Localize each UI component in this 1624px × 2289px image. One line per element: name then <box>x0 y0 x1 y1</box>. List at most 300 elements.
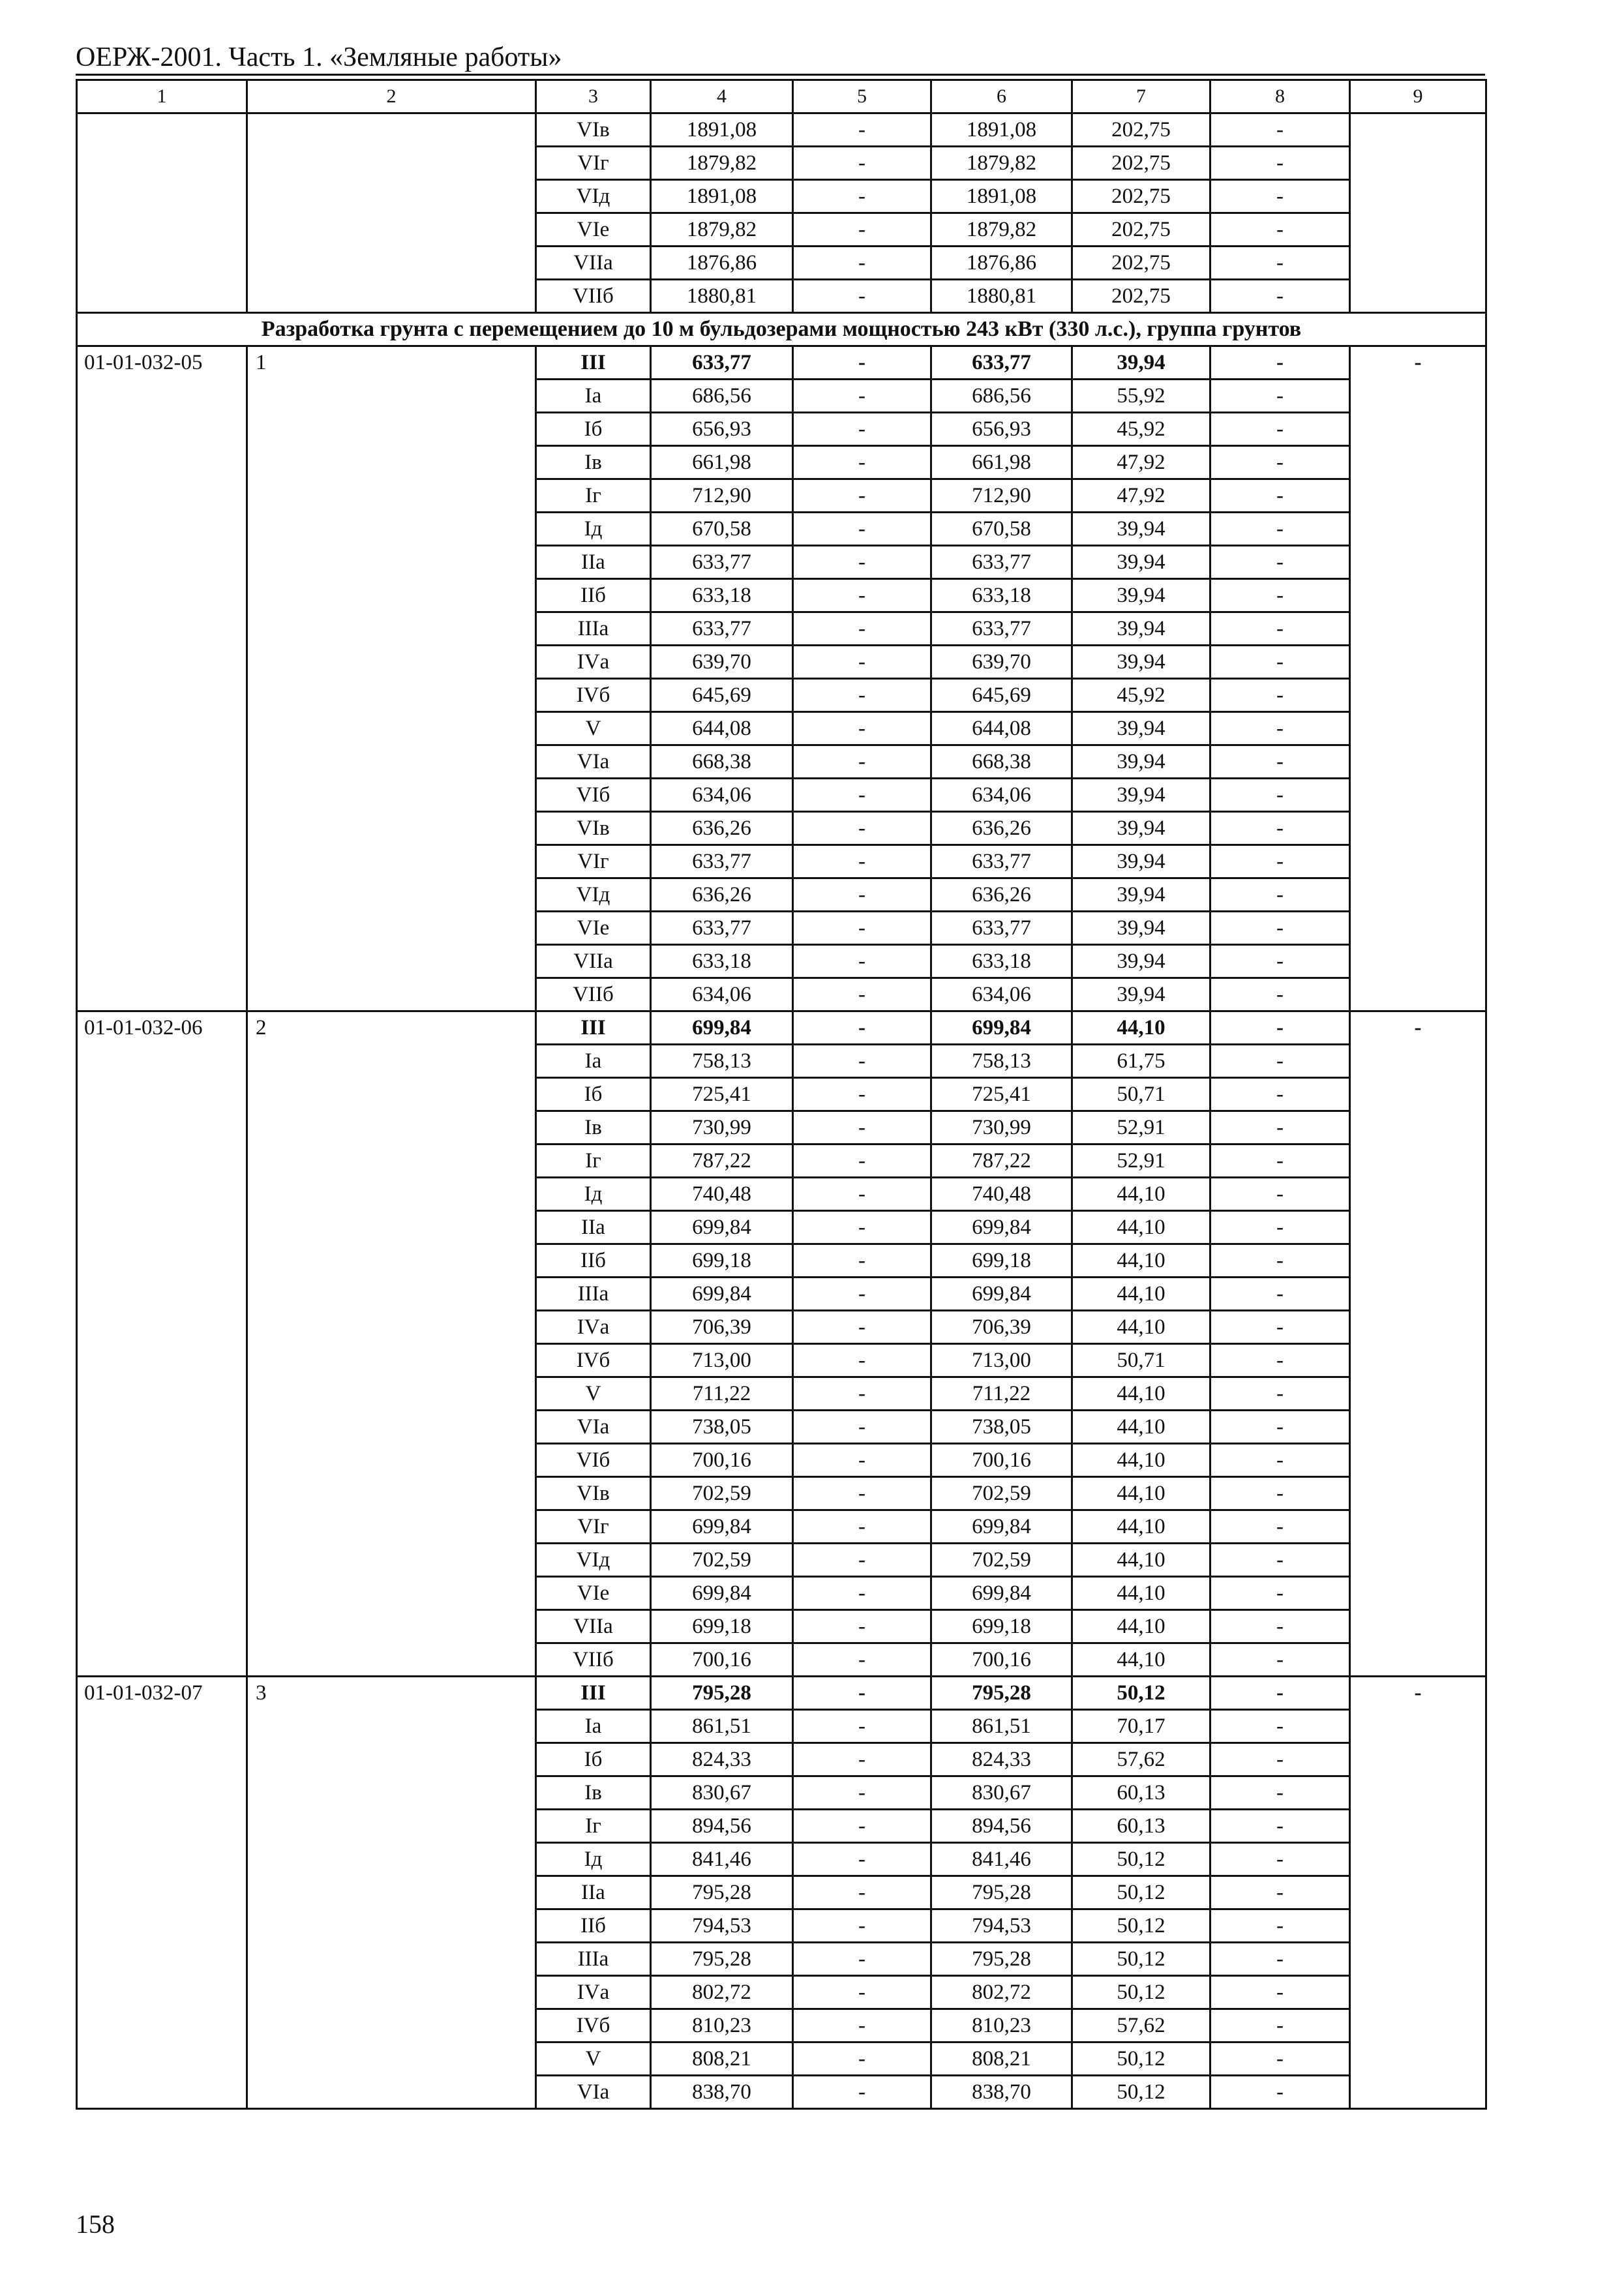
data-cell: VIе <box>536 912 651 945</box>
section-title: Разработка грунта с перемещением до 10 м бульдозерами мощностью 243 кВт (330 л.с.), группа грунтов <box>77 313 1486 346</box>
data-cell: - <box>1210 1976 1350 2009</box>
data-cell: 706,39 <box>651 1311 793 1344</box>
data-cell: - <box>1210 1377 1350 1411</box>
data-cell: 44,10 <box>1072 1011 1210 1045</box>
description-cell: 2 <box>247 1011 536 1677</box>
data-cell: Iг <box>536 1810 651 1843</box>
data-cell: - <box>793 878 931 912</box>
data-cell: 644,08 <box>651 712 793 745</box>
data-cell: Iб <box>536 413 651 446</box>
data-cell: 633,77 <box>651 612 793 646</box>
data-cell: 824,33 <box>651 1743 793 1776</box>
data-cell: 44,10 <box>1072 1211 1210 1244</box>
data-cell: - <box>793 513 931 546</box>
data-cell: - <box>1210 1677 1350 1710</box>
data-cell: - <box>1210 712 1350 745</box>
data-cell: - <box>1210 579 1350 612</box>
data-cell: 841,46 <box>651 1843 793 1876</box>
data-cell: 699,18 <box>931 1244 1072 1278</box>
data-cell: 656,93 <box>931 413 1072 446</box>
data-cell: VIг <box>536 1510 651 1544</box>
data-cell: 699,84 <box>931 1577 1072 1610</box>
data-cell: - <box>1210 2009 1350 2042</box>
data-cell: - <box>1210 1643 1350 1677</box>
data-cell: 50,12 <box>1072 2076 1210 2109</box>
data-cell: 44,10 <box>1072 1643 1210 1677</box>
data-cell: - <box>793 1776 931 1810</box>
data-cell: 39,94 <box>1072 346 1210 380</box>
data-cell: - <box>793 2009 931 2042</box>
data-cell: 50,12 <box>1072 2042 1210 2076</box>
data-cell: III <box>536 1011 651 1045</box>
data-cell: 70,17 <box>1072 1710 1210 1743</box>
data-cell: 645,69 <box>651 679 793 712</box>
column-9-cell <box>1350 113 1486 313</box>
data-cell: - <box>1210 1344 1350 1377</box>
column-number-cell: 6 <box>931 80 1072 113</box>
data-cell: IVа <box>536 1976 651 2009</box>
data-cell: - <box>1210 1011 1350 1045</box>
data-cell: VIб <box>536 779 651 812</box>
data-cell: 706,39 <box>931 1311 1072 1344</box>
data-cell: 633,18 <box>651 579 793 612</box>
data-cell: 699,18 <box>931 1610 1072 1643</box>
data-cell: - <box>1210 1909 1350 1943</box>
data-cell: - <box>1210 213 1350 247</box>
data-cell: 39,94 <box>1072 579 1210 612</box>
data-cell: 795,28 <box>931 1677 1072 1710</box>
data-cell: - <box>793 213 931 247</box>
data-cell: IVб <box>536 2009 651 2042</box>
page-number: 158 <box>76 2209 115 2239</box>
data-cell: 699,84 <box>651 1211 793 1244</box>
data-cell: - <box>793 180 931 213</box>
data-cell: - <box>1210 1510 1350 1544</box>
data-cell: - <box>1210 1111 1350 1144</box>
data-cell: 634,06 <box>931 779 1072 812</box>
data-cell: 633,77 <box>651 546 793 579</box>
data-cell: - <box>1210 380 1350 413</box>
data-cell: 1876,86 <box>651 247 793 280</box>
data-cell: - <box>793 113 931 147</box>
data-cell: - <box>1210 1078 1350 1111</box>
data-cell: 795,28 <box>651 1943 793 1976</box>
data-cell: 795,28 <box>651 1677 793 1710</box>
data-cell: - <box>1210 1876 1350 1909</box>
data-cell: 668,38 <box>651 745 793 779</box>
data-cell: - <box>1210 1544 1350 1577</box>
data-cell: 795,28 <box>651 1876 793 1909</box>
data-cell: - <box>793 912 931 945</box>
data-cell: 699,84 <box>651 1510 793 1544</box>
data-cell: 639,70 <box>651 646 793 679</box>
data-cell: 699,84 <box>651 1011 793 1045</box>
data-cell: - <box>793 1943 931 1976</box>
data-cell: 47,92 <box>1072 479 1210 513</box>
data-cell: 52,91 <box>1072 1144 1210 1178</box>
data-cell: - <box>1210 812 1350 845</box>
data-cell: - <box>793 1610 931 1643</box>
data-cell: 39,94 <box>1072 845 1210 878</box>
data-cell: VIIа <box>536 1610 651 1643</box>
data-cell: 824,33 <box>931 1743 1072 1776</box>
data-cell: - <box>793 1743 931 1776</box>
data-cell: - <box>793 1976 931 2009</box>
data-cell: 636,26 <box>651 878 793 912</box>
data-cell: 758,13 <box>651 1045 793 1078</box>
data-cell: 50,71 <box>1072 1344 1210 1377</box>
data-cell: - <box>1210 745 1350 779</box>
table-row-total <box>77 1011 1486 1045</box>
data-cell: 730,99 <box>651 1111 793 1144</box>
data-cell: VIв <box>536 113 651 147</box>
data-cell: 39,94 <box>1072 945 1210 978</box>
data-cell: 725,41 <box>931 1078 1072 1111</box>
data-cell: - <box>793 147 931 180</box>
column-number-cell: 3 <box>536 80 651 113</box>
data-cell: 61,75 <box>1072 1045 1210 1078</box>
data-cell: 668,38 <box>931 745 1072 779</box>
data-cell: 712,90 <box>931 479 1072 513</box>
data-cell: - <box>793 1710 931 1743</box>
data-cell: 861,51 <box>931 1710 1072 1743</box>
section-title-row <box>77 313 1486 346</box>
data-cell: - <box>793 1211 931 1244</box>
data-cell: 894,56 <box>931 1810 1072 1843</box>
data-cell: - <box>793 1444 931 1477</box>
data-cell: - <box>1210 1045 1350 1078</box>
data-cell: 699,84 <box>651 1577 793 1610</box>
data-cell: - <box>1210 1743 1350 1776</box>
data-cell: 633,77 <box>931 346 1072 380</box>
data-cell: 645,69 <box>931 679 1072 712</box>
data-cell: Iв <box>536 446 651 479</box>
data-cell: - <box>1210 1211 1350 1244</box>
data-cell: IVб <box>536 679 651 712</box>
data-cell: 202,75 <box>1072 280 1210 313</box>
data-cell: 699,84 <box>931 1510 1072 1544</box>
column-number-cell: 8 <box>1210 80 1350 113</box>
data-cell: - <box>1210 2076 1350 2109</box>
data-cell: V <box>536 2042 651 2076</box>
data-cell: IIа <box>536 1876 651 1909</box>
data-cell: - <box>1210 2042 1350 2076</box>
data-cell: - <box>793 1411 931 1444</box>
data-cell: - <box>793 1178 931 1211</box>
data-cell: 60,13 <box>1072 1776 1210 1810</box>
data-cell: 838,70 <box>931 2076 1072 2109</box>
data-cell: 795,28 <box>931 1943 1072 1976</box>
data-cell: VIIб <box>536 280 651 313</box>
data-cell: - <box>1210 247 1350 280</box>
data-cell: VIб <box>536 1444 651 1477</box>
data-cell: 795,28 <box>931 1876 1072 1909</box>
data-cell: 634,06 <box>931 978 1072 1011</box>
table-body <box>77 80 1486 2109</box>
data-cell: VIв <box>536 1477 651 1510</box>
data-cell: 50,12 <box>1072 1843 1210 1876</box>
data-cell: - <box>793 845 931 878</box>
data-cell: 44,10 <box>1072 1510 1210 1544</box>
data-cell: 39,94 <box>1072 812 1210 845</box>
data-cell: - <box>1210 1278 1350 1311</box>
data-cell: Iа <box>536 380 651 413</box>
data-cell: Iб <box>536 1743 651 1776</box>
data-cell: 39,94 <box>1072 779 1210 812</box>
data-cell: 39,94 <box>1072 646 1210 679</box>
data-cell: 802,72 <box>931 1976 1072 2009</box>
data-cell: 1880,81 <box>651 280 793 313</box>
data-cell: - <box>793 446 931 479</box>
data-cell: - <box>1210 280 1350 313</box>
column-number-cell: 1 <box>77 80 247 113</box>
data-cell: - <box>1210 1810 1350 1843</box>
data-cell: 633,18 <box>931 579 1072 612</box>
data-cell: 44,10 <box>1072 1577 1210 1610</box>
data-cell: 57,62 <box>1072 2009 1210 2042</box>
description-cell: 3 <box>247 1677 536 2109</box>
data-cell: 636,26 <box>931 812 1072 845</box>
data-cell: - <box>793 1344 931 1377</box>
data-cell: III <box>536 1677 651 1710</box>
data-cell: - <box>1210 1776 1350 1810</box>
data-cell: 794,53 <box>651 1909 793 1943</box>
data-cell: - <box>793 945 931 978</box>
data-cell: 810,23 <box>931 2009 1072 2042</box>
data-cell: 644,08 <box>931 712 1072 745</box>
data-cell: VIIа <box>536 247 651 280</box>
data-cell: 44,10 <box>1072 1544 1210 1577</box>
data-cell: - <box>1210 878 1350 912</box>
data-cell: - <box>793 1510 931 1544</box>
column-9-cell: - <box>1350 1011 1486 1677</box>
data-cell: - <box>793 2076 931 2109</box>
data-cell: 802,72 <box>651 1976 793 2009</box>
data-cell: 39,94 <box>1072 546 1210 579</box>
data-cell: - <box>1210 1577 1350 1610</box>
data-cell: 633,77 <box>931 845 1072 878</box>
data-cell: 1879,82 <box>651 213 793 247</box>
data-cell: - <box>793 1843 931 1876</box>
data-cell: 44,10 <box>1072 1377 1210 1411</box>
data-cell: 44,10 <box>1072 1477 1210 1510</box>
column-number-cell: 2 <box>247 80 536 113</box>
data-cell: 699,84 <box>651 1278 793 1311</box>
data-cell: - <box>793 1909 931 1943</box>
description-cell <box>247 113 536 313</box>
data-cell: 633,77 <box>931 612 1072 646</box>
data-cell: 702,59 <box>931 1544 1072 1577</box>
data-cell: 1876,86 <box>931 247 1072 280</box>
data-cell: V <box>536 1377 651 1411</box>
column-number-cell: 5 <box>793 80 931 113</box>
column-number-cell: 4 <box>651 80 793 113</box>
data-cell: - <box>1210 1178 1350 1211</box>
column-number-cell: 9 <box>1350 80 1486 113</box>
data-cell: 713,00 <box>651 1344 793 1377</box>
data-cell: - <box>1210 646 1350 679</box>
data-cell: 787,22 <box>651 1144 793 1178</box>
data-cell: Iб <box>536 1078 651 1111</box>
data-cell: 633,77 <box>931 912 1072 945</box>
data-cell: 810,23 <box>651 2009 793 2042</box>
data-cell: - <box>1210 113 1350 147</box>
data-cell: - <box>1210 1411 1350 1444</box>
data-cell: 44,10 <box>1072 1278 1210 1311</box>
data-cell: - <box>1210 1444 1350 1477</box>
data-cell: VIа <box>536 745 651 779</box>
data-cell: Iд <box>536 513 651 546</box>
data-cell: 712,90 <box>651 479 793 513</box>
data-cell: - <box>793 612 931 646</box>
data-cell: 738,05 <box>931 1411 1072 1444</box>
column-9-cell: - <box>1350 1677 1486 2109</box>
data-cell: - <box>1210 1843 1350 1876</box>
data-cell: 44,10 <box>1072 1244 1210 1278</box>
data-cell: VIа <box>536 2076 651 2109</box>
data-cell: - <box>793 579 931 612</box>
data-cell: 39,94 <box>1072 912 1210 945</box>
data-cell: - <box>793 247 931 280</box>
data-cell: 633,77 <box>651 912 793 945</box>
data-cell: VIд <box>536 878 651 912</box>
data-cell: - <box>1210 912 1350 945</box>
data-cell: 639,70 <box>931 646 1072 679</box>
data-cell: - <box>1210 612 1350 646</box>
data-cell: IIб <box>536 579 651 612</box>
data-cell: 1879,82 <box>931 213 1072 247</box>
column-9-cell: - <box>1350 346 1486 1011</box>
data-cell: V <box>536 712 651 745</box>
data-cell: 634,06 <box>651 978 793 1011</box>
data-cell: IIб <box>536 1244 651 1278</box>
data-cell: 808,21 <box>651 2042 793 2076</box>
data-cell: - <box>793 1078 931 1111</box>
data-cell: Iд <box>536 1843 651 1876</box>
data-cell: - <box>793 1111 931 1144</box>
data-cell: - <box>1210 1244 1350 1278</box>
table-row-total <box>77 1677 1486 1710</box>
data-cell: 44,10 <box>1072 1178 1210 1211</box>
data-cell: 699,18 <box>651 1610 793 1643</box>
data-cell: 1891,08 <box>931 113 1072 147</box>
data-cell: 838,70 <box>651 2076 793 2109</box>
data-cell: - <box>1210 413 1350 446</box>
data-cell: VIд <box>536 1544 651 1577</box>
data-cell: 50,12 <box>1072 1976 1210 2009</box>
data-cell: 787,22 <box>931 1144 1072 1178</box>
price-table-container <box>76 79 1487 2110</box>
data-cell: - <box>793 1377 931 1411</box>
data-cell: - <box>1210 978 1350 1011</box>
data-cell: 700,16 <box>931 1444 1072 1477</box>
data-cell: 1891,08 <box>931 180 1072 213</box>
data-cell: 47,92 <box>1072 446 1210 479</box>
data-cell: VIв <box>536 812 651 845</box>
data-cell: - <box>793 978 931 1011</box>
data-cell: Iг <box>536 1144 651 1178</box>
data-cell: 202,75 <box>1072 213 1210 247</box>
data-cell: 1879,82 <box>651 147 793 180</box>
data-cell: 702,59 <box>651 1544 793 1577</box>
data-cell: IVа <box>536 1311 651 1344</box>
data-cell: 55,92 <box>1072 380 1210 413</box>
data-cell: 700,16 <box>931 1643 1072 1677</box>
price-table <box>76 79 1487 2110</box>
data-cell: IVб <box>536 1344 651 1377</box>
data-cell: - <box>793 1011 931 1045</box>
data-cell: - <box>1210 945 1350 978</box>
data-cell: Iа <box>536 1710 651 1743</box>
header-divider <box>76 74 1485 76</box>
table-row-total <box>77 346 1486 380</box>
data-cell: 699,18 <box>651 1244 793 1278</box>
data-cell: - <box>793 712 931 745</box>
data-cell: 699,84 <box>931 1011 1072 1045</box>
data-cell: VIе <box>536 1577 651 1610</box>
data-cell: 39,94 <box>1072 513 1210 546</box>
data-cell: - <box>793 380 931 413</box>
data-cell: 686,56 <box>651 380 793 413</box>
data-cell: - <box>793 1677 931 1710</box>
data-cell: 713,00 <box>931 1344 1072 1377</box>
data-cell: 50,12 <box>1072 1943 1210 1976</box>
data-cell: 633,18 <box>651 945 793 978</box>
description-cell: 1 <box>247 346 536 1011</box>
data-cell: 202,75 <box>1072 147 1210 180</box>
data-cell: 661,98 <box>651 446 793 479</box>
data-cell: 830,67 <box>931 1776 1072 1810</box>
data-cell: Iв <box>536 1776 651 1810</box>
data-cell: 711,22 <box>931 1377 1072 1411</box>
data-cell: 39,94 <box>1072 878 1210 912</box>
data-cell: 661,98 <box>931 446 1072 479</box>
data-cell: - <box>1210 779 1350 812</box>
data-cell: 50,12 <box>1072 1677 1210 1710</box>
data-cell: 1879,82 <box>931 147 1072 180</box>
data-cell: - <box>793 413 931 446</box>
data-cell: 702,59 <box>651 1477 793 1510</box>
data-cell: 202,75 <box>1072 113 1210 147</box>
data-cell: - <box>793 1876 931 1909</box>
data-cell: 636,26 <box>651 812 793 845</box>
data-cell: - <box>1210 679 1350 712</box>
data-cell: - <box>793 1477 931 1510</box>
data-cell: 1880,81 <box>931 280 1072 313</box>
data-cell: 45,92 <box>1072 413 1210 446</box>
data-cell: - <box>1210 180 1350 213</box>
data-cell: - <box>1210 513 1350 546</box>
data-cell: - <box>1210 1477 1350 1510</box>
data-cell: IIIа <box>536 612 651 646</box>
data-cell: - <box>793 346 931 380</box>
data-cell: 686,56 <box>931 380 1072 413</box>
data-cell: 894,56 <box>651 1810 793 1843</box>
data-cell: 50,71 <box>1072 1078 1210 1111</box>
data-cell: 738,05 <box>651 1411 793 1444</box>
data-cell: 633,77 <box>651 346 793 380</box>
data-cell: Iд <box>536 1178 651 1211</box>
data-cell: 700,16 <box>651 1643 793 1677</box>
data-cell: 39,94 <box>1072 712 1210 745</box>
data-cell: VIд <box>536 180 651 213</box>
data-cell: - <box>1210 1144 1350 1178</box>
data-cell: VIIб <box>536 1643 651 1677</box>
data-cell: 633,77 <box>651 845 793 878</box>
data-cell: - <box>793 1311 931 1344</box>
data-cell: 57,62 <box>1072 1743 1210 1776</box>
data-cell: IIа <box>536 1211 651 1244</box>
